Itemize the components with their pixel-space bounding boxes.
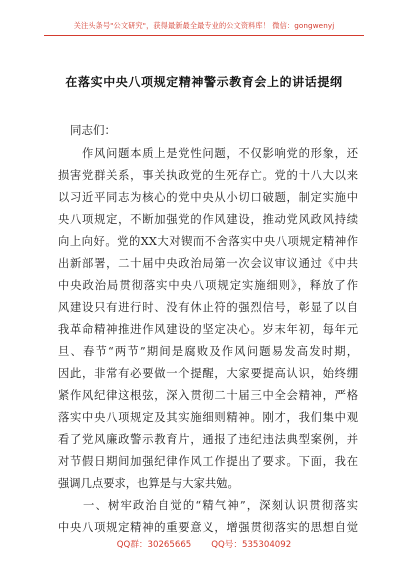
body-line: 中央八项规定精神的重要意义，增强贯彻落实的思想自觉 [58,521,358,534]
header-divider [44,35,364,36]
salutation: 同志们： [70,123,116,137]
body-line: 央八项规定，不断加强党的作风建设，推动党风政风持续 [58,213,358,226]
body-line: 风建设只有进行时、没有休止符的强烈信号，彰显了以自 [58,301,358,314]
body-line: 看了党风廉政警示教育片，通报了违纪违法典型案例，并 [58,433,358,446]
body-line: 向上向好。党的XX大对锲而不舍落实中央八项规定精神作 [58,235,358,248]
header-promo-note: 关注头条号"公文研究"，获得最新最全最专业的公文资料库！ 微信：gongwenyj [73,21,335,30]
body-line: 出新部署，二十届中央政治局第一次会议审议通过《中共 [58,257,358,270]
footer-qq-number: QQ号：535304092 [211,540,292,550]
body-line: 作风问题本质上是党性问题，不仅影响党的形象，还 [58,147,358,160]
body-line: 落实中央八项规定及其实施细则精神。刚才，我们集中观 [58,411,358,424]
body-line: 强调几点要求，也算是与大家共勉。 [58,477,239,490]
footer-contact [0,538,408,550]
body-line: 损害党群关系，事关执政党的生死存亡。党的十八大以来 [58,169,358,182]
body-line: 旦、春节“两节”期间是腐败及作风问题易发高发时期， [58,345,358,358]
footer-qq-group: QQ群：30265665 [116,540,192,550]
body-line: 对节假日期间加强纪律作风工作提出了要求。下面，我在 [58,455,358,468]
body-line: 紧作风纪律这根弦，深入贯彻二十届三中全会精神，严格 [58,389,358,402]
body-line: 因此，非常有必要做一个提醒，大家要提高认识，始终绷 [58,367,358,380]
document-body [58,143,358,539]
body-line: 一、树牢政治自觉的“精气神”，深刻认识贯彻落实 [58,499,358,512]
document-title: 在落实中央八项规定精神警示教育会上的讲话提纲 [65,75,343,89]
body-line: 以习近平同志为核心的党中央从小切口破题，制定实施中 [58,191,358,204]
body-line: 我革命精神推进作风建设的坚定决心。岁末年初，每年元 [58,323,358,336]
body-line: 中央政治局贯彻落实中央八项规定实施细则》，释放了作 [58,279,358,292]
